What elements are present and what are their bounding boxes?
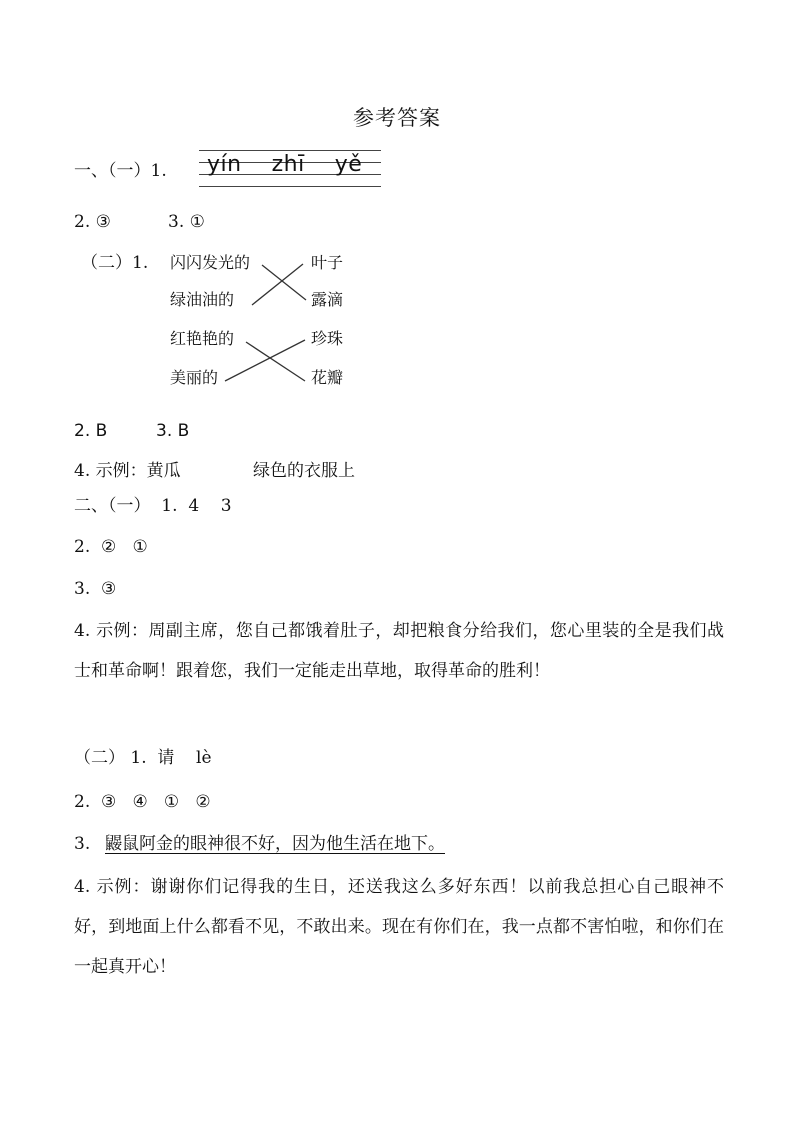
section2-sub2-q3-label: 3.	[74, 834, 91, 854]
section2-sub2-q1: （二） 1. 请 lè	[74, 748, 212, 768]
left-word: 红艳艳的	[170, 329, 235, 348]
pinyin-syllable: yě	[334, 152, 363, 177]
pinyin-syllable: zhī	[271, 152, 305, 177]
pinyin-syllable: yín	[207, 152, 242, 177]
section1-q4-prefix: 4. 示例：黄瓜	[74, 461, 181, 481]
section1-matching-q3: 3. B	[156, 421, 190, 441]
right-word: 露滴	[311, 290, 344, 309]
section2-q2: 2. ② ①	[74, 537, 148, 557]
match-line	[225, 340, 305, 381]
left-word: 闪闪发光的	[170, 253, 251, 272]
right-word: 叶子	[311, 253, 344, 272]
section2-sub2-q2: 2. ③ ④ ① ②	[74, 792, 211, 812]
left-word: 绿油油的	[170, 290, 235, 309]
section2-q4-paragraph: 4. 示例：周副主席，您自己都饿着肚子，却把粮食分给我们，您心里装的全是我们战士和革命啊！跟着您，我们一定能走出草地，取得革命的胜利！	[74, 621, 724, 681]
right-word: 花瓣	[311, 368, 344, 387]
right-word: 珍珠	[311, 329, 344, 348]
section1-q2-answer: 2. ③	[74, 212, 111, 232]
section2-sub2-q4-paragraph: 4. 示例：谢谢你们记得我的生日，还送我这么多好东西！以前我总担心自己眼神不好，到地面上什么都看不见，不敢出来。现在有你们在，我一点都不害怕啦，和你们在一起真开心！	[74, 877, 724, 977]
section1-q1-label: 一、（一）1.	[74, 161, 167, 181]
section2-q1: 二、（一） 1. 4 3	[74, 496, 232, 516]
left-word: 美丽的	[170, 368, 219, 387]
match-line	[252, 264, 303, 305]
matching-label: （二）1.	[81, 253, 149, 273]
section1-matching-q2: 2. B	[74, 421, 108, 441]
match-line	[246, 342, 305, 381]
match-line	[262, 265, 306, 300]
section1-q4-suffix: 绿色的衣服上	[253, 461, 355, 481]
section2-sub2-q3-answer: 鼹鼠阿金的眼神很不好，因为他生活在地下。	[105, 834, 445, 854]
section1-q3-answer: 3. ①	[168, 212, 205, 232]
page-title: 参考答案	[353, 106, 441, 130]
section2-q3: 3. ③	[74, 579, 117, 599]
